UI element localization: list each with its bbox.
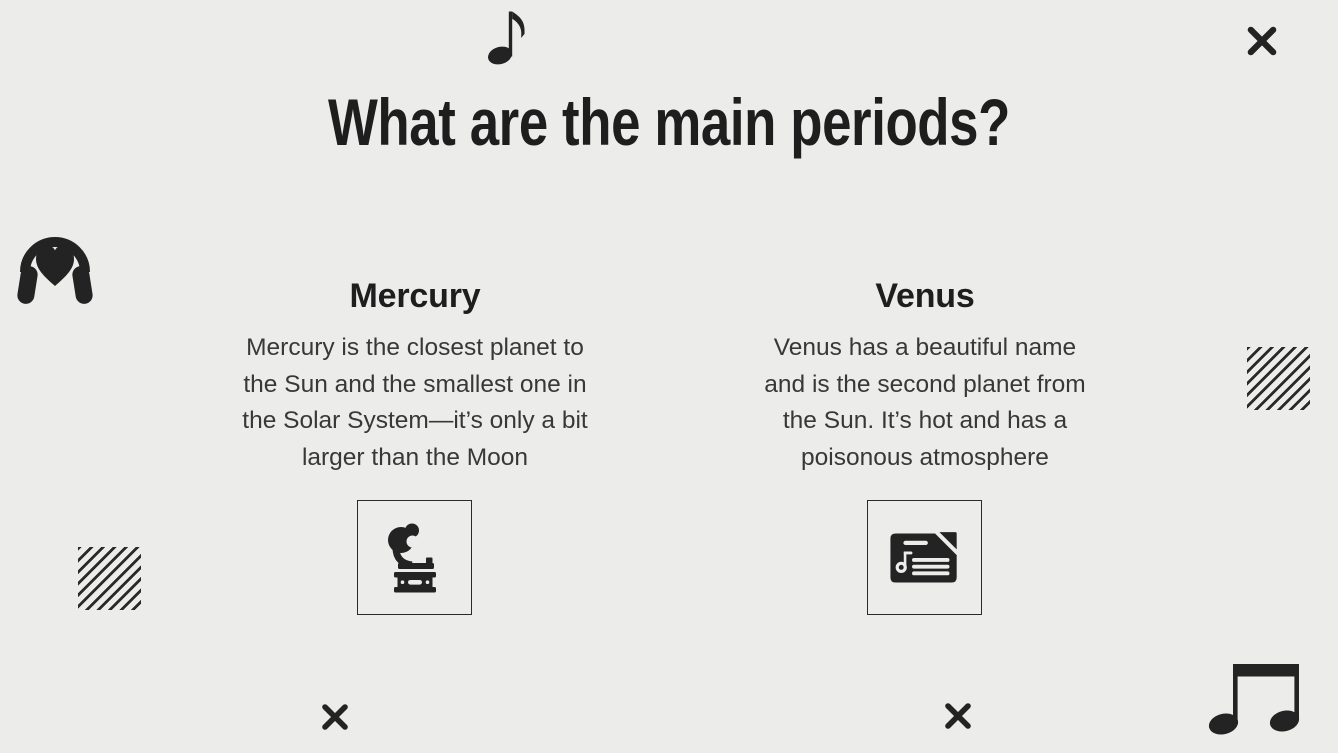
- x-mark-icon: [318, 700, 352, 734]
- eighth-note-icon: [487, 8, 529, 65]
- column-body-mercury: Mercury is the closest planet to the Sun and the smallest one in the Solar System—it’s only a bit larger than the Moon: [242, 334, 588, 471]
- column-heading-venus: Venus: [875, 277, 975, 315]
- column-venus: [750, 278, 1100, 476]
- music-news-icon: [889, 532, 961, 584]
- close-x-icon[interactable]: [1243, 22, 1281, 60]
- music-news-icon-box: [867, 500, 982, 615]
- x-mark-icon: [941, 699, 975, 733]
- column-body-venus: Venus has a beautiful name and is the second planet from the Sun. It’s hot and has a poisonous atmosphere: [764, 334, 1086, 471]
- column-mercury: [240, 278, 590, 476]
- beamed-notes-icon: [1208, 663, 1300, 737]
- diagonal-hatch-square: [1247, 347, 1310, 410]
- gramophone-icon-box: [357, 500, 472, 615]
- headphones-heart-icon: [15, 214, 95, 310]
- page-title: What are the main periods?: [328, 85, 1010, 159]
- gramophone-icon: [382, 522, 448, 594]
- diagonal-hatch-square: [78, 547, 141, 610]
- column-heading-mercury: Mercury: [349, 277, 481, 315]
